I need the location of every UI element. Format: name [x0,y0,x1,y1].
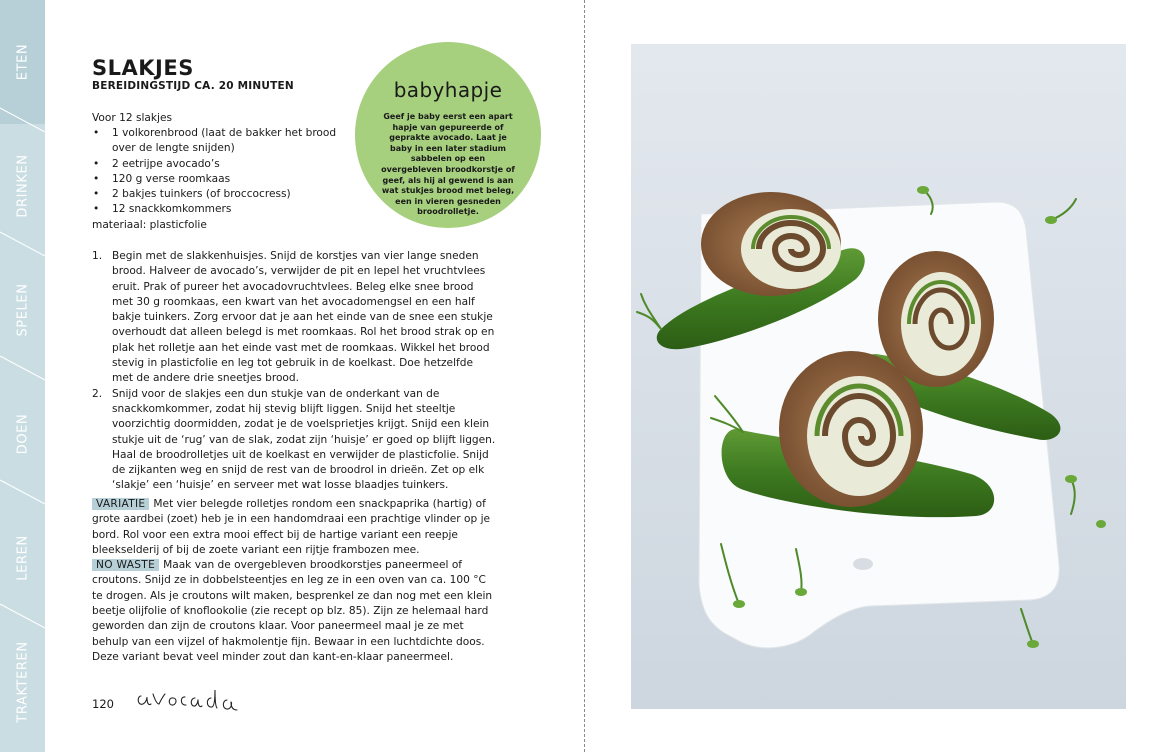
step-text: Begin met de slakkenhuisjes. Snijd de korstjes van vier lange sneden brood. Halveer de avocado’s, verwijder de pit en lepel het vruchtvlees eruit. Prak of pureer het avocadovruchtvlees. Beleg elke snee brood met 30 g roomkaas, een kwart van het avocadomengsel en een half bakje tuinkers. Zorg ervoor dat je aan het einde van de snee een stukje overhoudt dat alleen belegd is met roomkaas. Rol het brood strak op en plak het rolletje aan het einde vast met de roomkaas. Wikkel het brood stevig in plasticfolie en leg tot gebruik in de koelkast. Doe hetzelfde met de andere drie sneetjes brood. [112,250,495,385]
nowaste-paragraph [92,558,497,665]
step-number: 1. [92,250,103,262]
ingredient-item: • 2 bakjes tuinkers (of broccocress) [92,187,357,202]
tab-label: SPELEN [15,283,30,337]
material: materiaal: plasticfolie [92,219,207,231]
roll-left [701,192,841,296]
tab-label: DOEN [15,413,30,455]
tab-label: LEREN [15,535,30,581]
tab-label: TRAKTEREN [15,641,30,723]
prep-time: BEREIDINGSTIJD CA. 20 MINUTEN [92,80,294,92]
tab-label: DRINKEN [15,154,30,218]
babyhapje-title: babyhapje [393,78,503,102]
variatie-text: Met vier belegde rolletjes rondom een snackpaprika (hartig) of grote aardbei (zoet) heb je in een handomdraai een prachtige vlinder op je bord. Rol voor een extra mooi effect bij de hartige variant een reepje bleekselderij of bij de zoete variant een rijtje frambozen mee. [92,498,491,556]
babyhapje-text: Geef je baby eerst een apart hapje van gepureerde of geprakte avocado. Laat je baby in een later stadium sabbelen op een overgebleven broodkorstje of geef, als hij al gewend is aan wat stukjes brood met beleg, een in vieren gesneden broodrolletje. [381,112,515,217]
babyhapje-circle [355,42,541,228]
nowaste-text: Maak van de overgebleven broodkorstjes paneermeel of croutons. Snijd ze in dobbelsteentjes en leg ze in een oven van ca. 100 °C te drogen. Als je croutons wilt maken, besprenkel ze dan nog met een klein beetje olijfolie of knoflookolie (zie recept op blz. 85). Zijn ze helemaal hard geworden dan zijn de croutons klaar. Voor paneermeel maal je ze met behulp van een vijzel of hakmolentje fijn. Bewaar in een luchtdichte doos. Deze variant bevat veel minder zout dan kant-en-klaar paneermeel. [92,559,493,663]
recipe-photo [631,44,1126,709]
tab-separators [0,0,45,752]
ingredient-item: • 1 volkorenbrood (laat de bakker het brood over de lengte snijden) [92,126,357,157]
step-item [92,249,497,387]
recipe-title: SLAKJES [92,56,194,80]
variatie-tag: VARIATIE [92,498,149,510]
section-tabs [0,0,45,752]
ingredient-item: • 12 snackkomkommers [92,202,357,217]
roll-right [878,251,994,387]
step-number: 2. [92,387,103,400]
step-item [92,387,497,494]
snail-sandwich-image [631,44,1126,709]
ingredients-list [92,126,357,218]
page-number: 120 [92,697,114,711]
nowaste-tag: NO WASTE [92,559,159,571]
tips-block [92,497,497,665]
ingredient-item: • 120 g verse roomkaas [92,172,357,187]
steps-list [92,249,497,494]
tab-label: ETEN [15,43,30,81]
page-divider [584,0,585,752]
ingredient-item: • 2 eetrijpe avocado’s [92,157,357,172]
recipe-page [45,0,585,752]
handwriting-scribble [135,682,245,722]
step-text: Snijd voor de slakjes een dun stukje van de onderkant van de snackkomkommer, zodat hij stevig blijft liggen. Snijd het steeltje voorzichtig doormidden, zodat je de voelsprietjes krijgt. Snijd een klein stukje uit de ‘rug’ van de slak, zodat zijn ‘huisje’ er goed op blijft liggen. Haal de broodrolletjes uit de koelkast en verwijder de plasticfolie. Snijd de zijkanten weg en snijd de rest van de broodrol in drieën. Zet op elk ‘slakje’ een ‘huisje’ en serveer met wat losse blaadjes tuinkers. [112,387,496,492]
roll-front [779,351,923,507]
serves: Voor 12 slakjes [92,112,173,124]
variatie-paragraph [92,497,497,558]
